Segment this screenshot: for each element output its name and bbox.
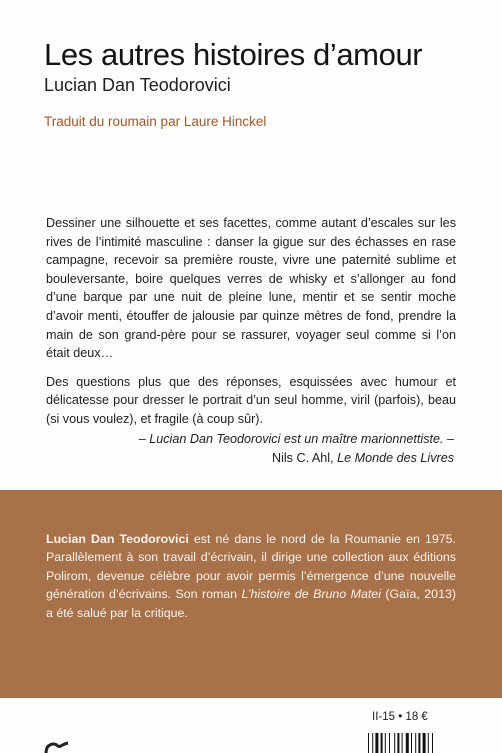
quote-attribution [139, 449, 454, 468]
book-author: Lucian Dan Teodorovici [44, 75, 231, 95]
blurb-paragraph-2: Des questions plus que des réponses, esquissées avec humour et délicatesse pour dresser le portrait d’un seul homme, viril (parfois), beau (si vous voulez), et fragile (à coup sûr). [46, 374, 456, 426]
book-title: Les autres histoires d’amour [44, 37, 423, 72]
quote-author: Nils C. Ahl, [271, 451, 334, 465]
price-label: II-15 • 18 € [372, 711, 428, 723]
publisher-logo-icon [44, 740, 74, 753]
bio-novel-title: L’histoire de Bruno Matei [241, 587, 381, 602]
bio-text-2: (Gaïa, 2013) a été salué par la critique. [46, 587, 456, 620]
blurb-paragraph-1: Dessiner une silhouette et ses facettes, comme autant d’escales sur les rives de l’intimité masculine : danser la gigue sur des échasses en rase campagne, recevoir sa première rouste, vivre une paternité sublime et bouleversante, boire quelques verres de whisky et s’allonger au fond d’une barque par une nuit de pleine lune, mentir et se sentir moche d’avoir menti, étouffer de jalousie par quinze mètres de fond, prendre la main de son grand-père pour se rassurer, voyager seul comme si l’on était deux… [46, 216, 456, 361]
translator-credit: Traduit du roumain par Laure Hinckel [44, 114, 267, 129]
quote-source: Le Monde des Livres [337, 451, 454, 465]
bio-author-name: Lucian Dan Teodorovici [46, 532, 189, 546]
barcode-icon [368, 733, 468, 753]
press-quote [139, 430, 454, 468]
blurb [46, 214, 456, 439]
bio-text-1: est né dans le nord de la Roumanie en 1975. Parallèlement à son travail d’écrivain, il dirige une collection aux éditions Polirom, devenue célèbre pour avoir permis l’émergence d’une nouvelle génération d’écrivains. Son roman [46, 532, 457, 602]
quote-text: – Lucian Dan Teodorovici est un maître marionnettiste. – [138, 432, 454, 446]
title-block [44, 36, 422, 129]
author-bio [46, 530, 456, 622]
